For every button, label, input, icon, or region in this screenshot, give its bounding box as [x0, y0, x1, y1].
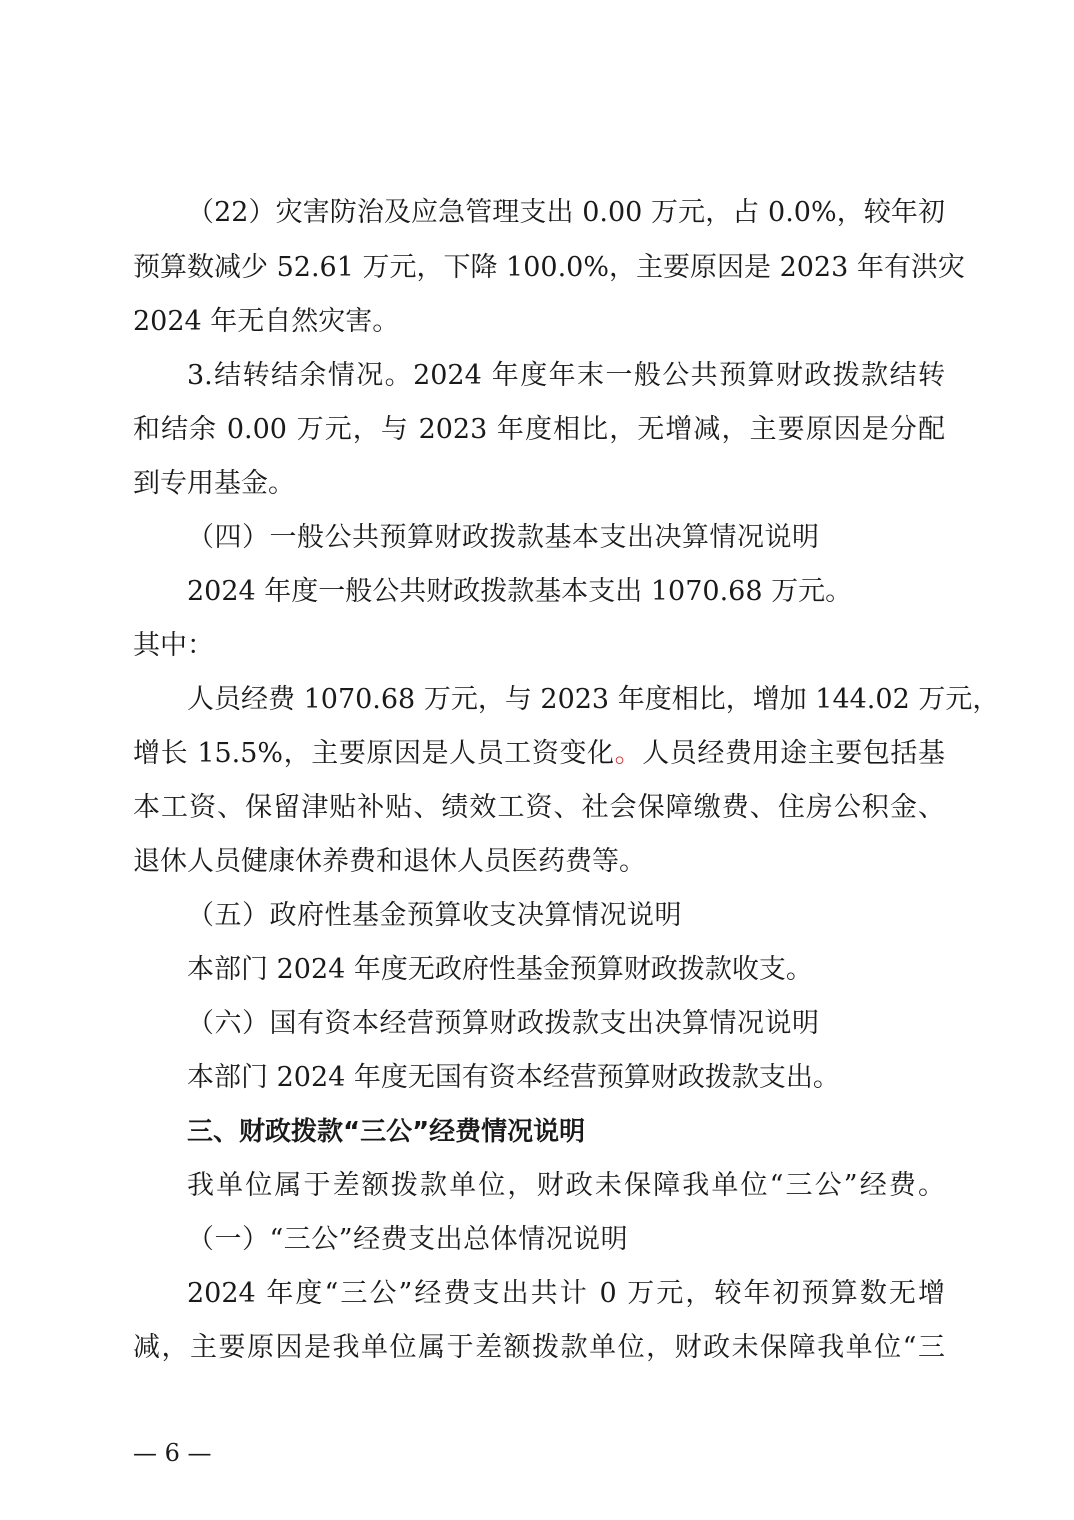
- paragraph-line-19: 我单位属于差额拨款单位，财政未保障我单位“三公”经费。: [187, 1170, 945, 1201]
- paragraph-line-2: 预算数减少 52.61 万元，下降 100.0%，主要原因是 2023 年有洪灾: [133, 252, 965, 283]
- paragraph-line-17: 本部门 2024 年度无国有资本经营预算财政拨款支出。: [187, 1062, 840, 1093]
- paragraph-line-8: 2024 年度一般公共财政拨款基本支出 1070.68 万元。: [187, 576, 853, 607]
- paragraph-line-9: 其中：: [133, 630, 214, 661]
- paragraph-line-15: 本部门 2024 年度无政府性基金预算财政拨款收支。: [187, 954, 813, 985]
- paragraph-line-21: 2024 年度“三公”经费支出共计 0 万元，较年初预算数无增: [187, 1278, 945, 1309]
- paragraph-line-4: 3.结转结余情况。2024 年度年末一般公共预算财政拨款结转: [187, 360, 945, 391]
- paragraph-line-12: 本工资、保留津贴补贴、绩效工资、社会保障缴费、住房公积金、: [133, 792, 945, 823]
- paragraph-line-11-part-1: 增长 15.5%，主要原因是人员工资变化: [133, 738, 615, 769]
- paragraph-line-13: 退休人员健康休养费和退休人员医药费等。: [133, 846, 646, 877]
- page-number: — 6 —: [133, 1439, 212, 1467]
- section-heading-4: （四）一般公共预算财政拨款基本支出决算情况说明: [187, 522, 820, 553]
- paragraph-line-10: 人员经费 1070.68 万元，与 2023 年度相比，增加 144.02 万元，: [187, 684, 1000, 715]
- section-heading-one: （一）“三公”经费支出总体情况说明: [187, 1224, 629, 1255]
- section-heading-three: 三、财政拨款“三公”经费情况说明: [187, 1117, 586, 1147]
- section-heading-5: （五）政府性基金预算收支决算情况说明: [187, 900, 682, 931]
- paragraph-line-1: （22）灾害防治及应急管理支出 0.00 万元，占 0.0%，较年初: [187, 197, 945, 228]
- section-heading-6: （六）国有资本经营预算财政拨款支出决算情况说明: [187, 1008, 820, 1039]
- paragraph-line-11: [133, 734, 945, 774]
- paragraph-line-22: 减，主要原因是我单位属于差额拨款单位，财政未保障我单位“三: [133, 1332, 945, 1363]
- paragraph-line-3: 2024 年无自然灾害。: [133, 306, 400, 337]
- paragraph-line-11-part-2: 人员经费用途主要包括基: [642, 738, 946, 769]
- paragraph-line-6: 到专用基金。: [133, 468, 295, 499]
- paragraph-line-5: 和结余 0.00 万元，与 2023 年度相比，无增减，主要原因是分配: [133, 414, 945, 445]
- red-punctuation-mark: 。: [614, 738, 643, 769]
